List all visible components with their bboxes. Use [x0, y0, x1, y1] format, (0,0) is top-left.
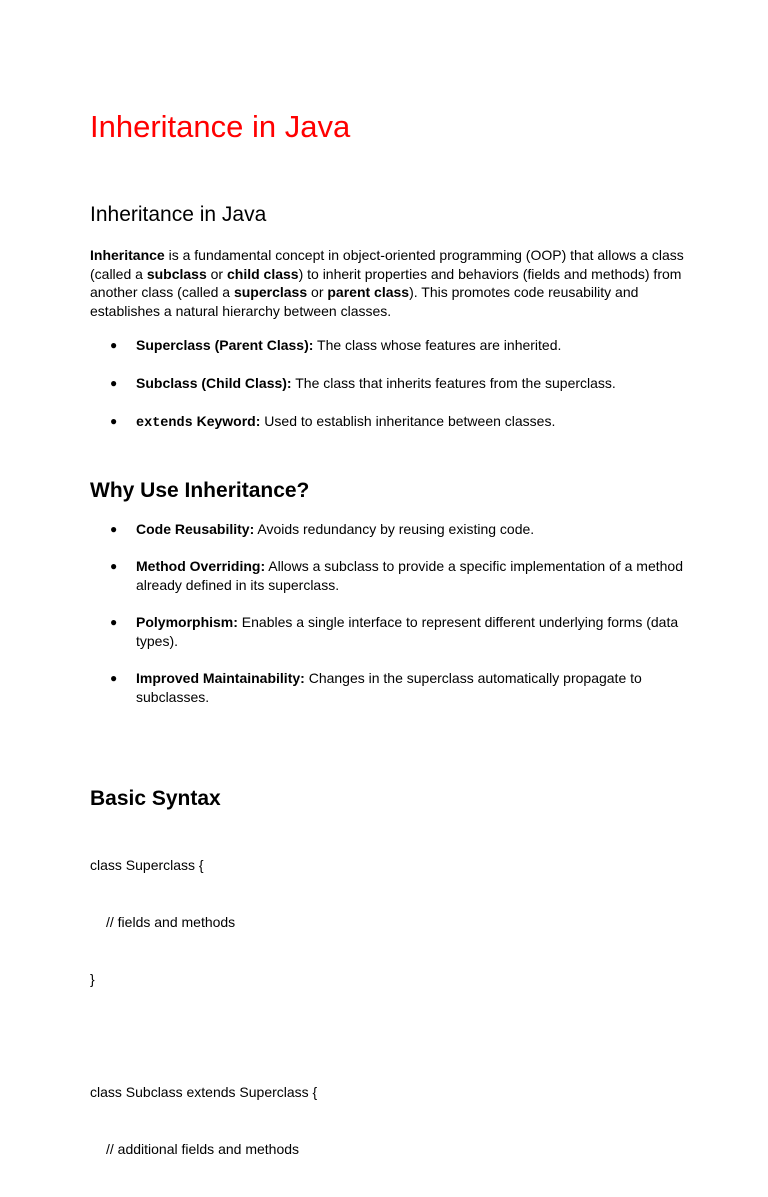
list-item-term: Code Reusability:: [136, 521, 255, 537]
list-item-term: Superclass (Parent Class):: [136, 337, 314, 353]
code-blank-line: [90, 1027, 317, 1045]
term-parent-class: parent class: [327, 284, 410, 301]
document-title: Inheritance in Java: [90, 109, 351, 144]
benefits-list: [90, 520, 690, 725]
section-heading-syntax: Basic Syntax: [90, 787, 221, 810]
list-item-desc: Used to establish inheritance between classes.: [260, 413, 556, 429]
list-item: [90, 520, 690, 539]
section-heading-intro: Inheritance in Java: [90, 203, 267, 226]
list-item-term: Keyword:: [192, 413, 261, 429]
code-line: class Superclass {: [90, 857, 204, 873]
list-item-term: Polymorphism:: [136, 614, 238, 630]
bullet-icon: ●: [110, 414, 118, 428]
bullet-icon: ●: [110, 559, 118, 573]
list-item: [90, 557, 690, 595]
term-subclass: subclass: [146, 265, 207, 282]
concept-list: [90, 336, 690, 452]
code-block: [90, 818, 317, 1197]
list-item-term: Subclass (Child Class):: [136, 375, 292, 391]
list-item: [90, 336, 690, 355]
list-item-desc: The class whose features are inherited.: [313, 337, 562, 353]
code-line: // additional fields and methods: [106, 1141, 300, 1157]
list-item-term: Improved Maintainability:: [136, 670, 305, 686]
bullet-icon: ●: [110, 522, 118, 536]
bullet-icon: ●: [110, 338, 118, 352]
list-item: [90, 374, 690, 393]
code-line: }: [90, 971, 95, 987]
list-item: [90, 669, 690, 707]
list-item-desc: Enables a single interface to represent different underlying forms (data types).: [136, 614, 679, 649]
section-heading-why: Why Use Inheritance?: [90, 479, 310, 502]
paragraph-text: or: [206, 265, 227, 282]
bullet-icon: ●: [110, 376, 118, 390]
intro-paragraph: [90, 246, 690, 321]
term-child-class: child class: [226, 265, 299, 282]
bullet-icon: ●: [110, 671, 118, 685]
bullet-icon: ●: [110, 615, 118, 629]
paragraph-text: ). This promotes code reusability and establishes a natural hierarchy between classes.: [90, 284, 639, 320]
list-item-desc: Changes in the superclass automatically propagate to subclasses.: [136, 670, 642, 705]
paragraph-text: ) to inherit properties and behaviors (fields and methods) from another class (called a: [90, 265, 682, 301]
code-line: // fields and methods: [106, 914, 236, 930]
list-item: [90, 613, 690, 651]
term-superclass: superclass: [233, 284, 308, 301]
list-item-desc: Allows a subclass to provide a specific implementation of a method already defined in its superclass.: [136, 558, 684, 593]
list-item: [90, 412, 690, 433]
code-line: class Subclass extends Superclass {: [90, 1084, 318, 1100]
list-item-desc: The class that inherits features from the superclass.: [291, 375, 616, 391]
paragraph-text: is a fundamental concept in object-oriented programming (OOP) that allows a class (called a: [90, 247, 684, 282]
term-inheritance: Inheritance: [90, 247, 165, 263]
list-item-term: Method Overriding:: [136, 558, 266, 574]
paragraph-text: or: [307, 284, 328, 301]
list-item-desc: Avoids redundancy by reusing existing code.: [254, 521, 535, 537]
keyword-extends: extends: [136, 416, 193, 431]
